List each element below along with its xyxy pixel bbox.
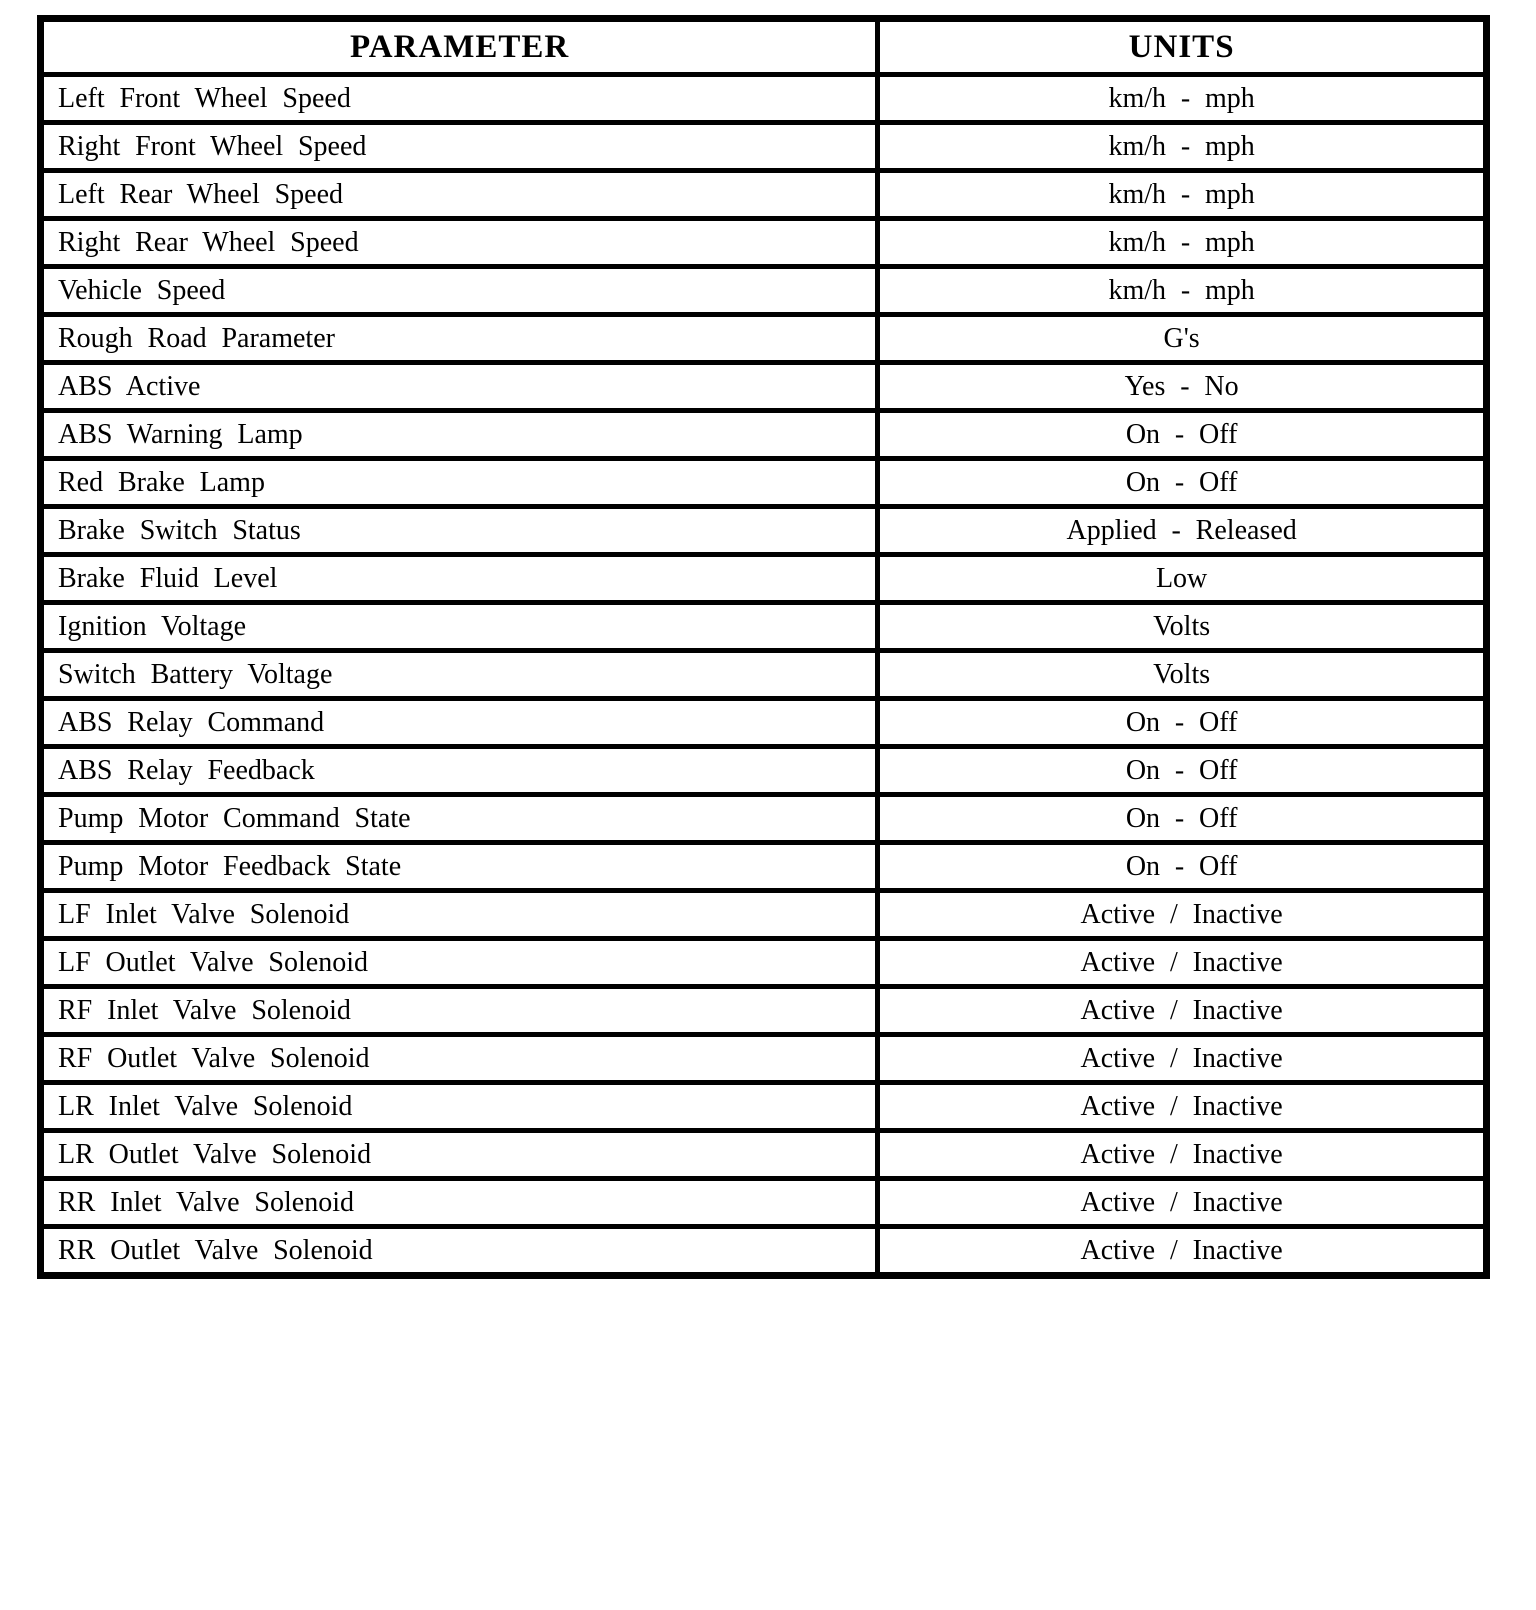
table-row [41,219,1487,267]
units-cell: Active / Inactive [878,1035,1487,1083]
units-cell: Low [878,555,1487,603]
units-cell: Active / Inactive [878,1179,1487,1227]
parameter-cell: RR Inlet Valve Solenoid [41,1179,878,1227]
units-cell: Volts [878,603,1487,651]
units-cell: G's [878,315,1487,363]
table-row [41,987,1487,1035]
parameter-column-header: PARAMETER [41,19,878,75]
table-body [41,75,1487,1276]
units-cell: Active / Inactive [878,939,1487,987]
table-row [41,795,1487,843]
parameter-cell: Brake Switch Status [41,507,878,555]
units-cell: Active / Inactive [878,1227,1487,1276]
units-cell: km/h - mph [878,123,1487,171]
units-column-header: UNITS [878,19,1487,75]
table-row [41,507,1487,555]
units-cell: km/h - mph [878,219,1487,267]
parameter-cell: ABS Relay Command [41,699,878,747]
units-cell: Active / Inactive [878,1083,1487,1131]
parameter-cell: Ignition Voltage [41,603,878,651]
units-cell: Applied - Released [878,507,1487,555]
table-row [41,891,1487,939]
table-row [41,459,1487,507]
parameter-cell: Red Brake Lamp [41,459,878,507]
table-row [41,651,1487,699]
table-row [41,747,1487,795]
units-cell: On - Off [878,843,1487,891]
parameter-cell: ABS Warning Lamp [41,411,878,459]
table-row [41,1179,1487,1227]
units-cell: km/h - mph [878,267,1487,315]
parameter-cell: LR Outlet Valve Solenoid [41,1131,878,1179]
parameter-cell: RF Outlet Valve Solenoid [41,1035,878,1083]
units-cell: Yes - No [878,363,1487,411]
table-row [41,315,1487,363]
table-row [41,267,1487,315]
units-cell: Active / Inactive [878,891,1487,939]
units-cell: On - Off [878,459,1487,507]
parameter-cell: Right Rear Wheel Speed [41,219,878,267]
units-cell: On - Off [878,699,1487,747]
units-cell: On - Off [878,747,1487,795]
parameter-cell: Switch Battery Voltage [41,651,878,699]
parameter-cell: Left Rear Wheel Speed [41,171,878,219]
units-cell: km/h - mph [878,75,1487,123]
parameter-cell: Left Front Wheel Speed [41,75,878,123]
table-row [41,555,1487,603]
units-cell: Active / Inactive [878,987,1487,1035]
parameter-cell: RF Inlet Valve Solenoid [41,987,878,1035]
table-row [41,1227,1487,1276]
table-row [41,123,1487,171]
table-row [41,843,1487,891]
parameter-cell: Pump Motor Feedback State [41,843,878,891]
table-row [41,1035,1487,1083]
units-cell: Active / Inactive [878,1131,1487,1179]
table-row [41,939,1487,987]
parameter-cell: LF Inlet Valve Solenoid [41,891,878,939]
units-cell: Volts [878,651,1487,699]
parameter-cell: RR Outlet Valve Solenoid [41,1227,878,1276]
table-row [41,75,1487,123]
parameter-cell: Vehicle Speed [41,267,878,315]
table-row [41,603,1487,651]
parameter-cell: ABS Active [41,363,878,411]
parameter-cell: Brake Fluid Level [41,555,878,603]
units-cell: On - Off [878,795,1487,843]
parameter-units-table [37,15,1490,1279]
parameter-cell: ABS Relay Feedback [41,747,878,795]
parameter-cell: LR Inlet Valve Solenoid [41,1083,878,1131]
table-row [41,1131,1487,1179]
table-row [41,699,1487,747]
units-cell: On - Off [878,411,1487,459]
table-row [41,1083,1487,1131]
table-row [41,171,1487,219]
table-row [41,363,1487,411]
parameter-cell: Pump Motor Command State [41,795,878,843]
units-cell: km/h - mph [878,171,1487,219]
parameter-cell: Right Front Wheel Speed [41,123,878,171]
table-header-row [41,19,1487,75]
table-row [41,411,1487,459]
parameter-cell: LF Outlet Valve Solenoid [41,939,878,987]
parameter-cell: Rough Road Parameter [41,315,878,363]
